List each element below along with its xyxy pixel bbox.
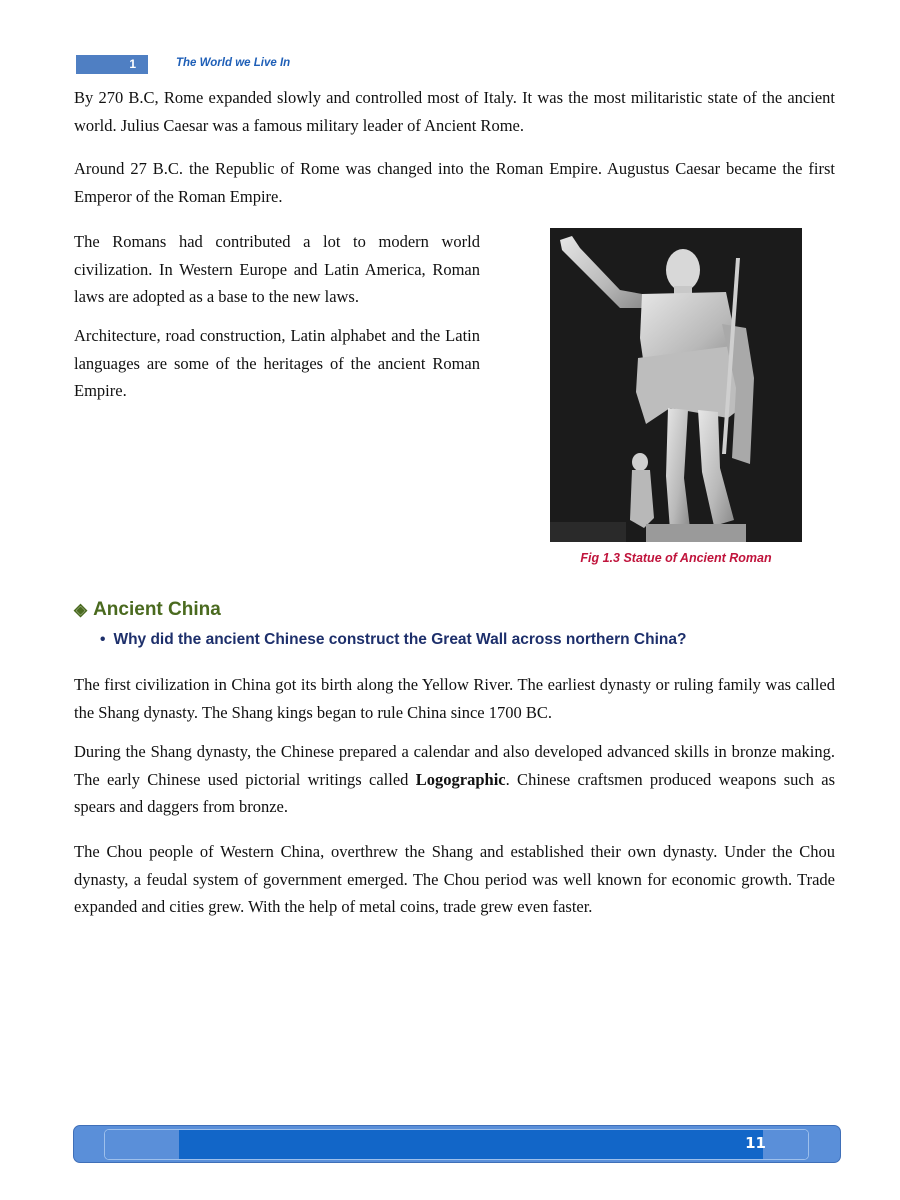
paragraph-chou-dynasty: The Chou people of Western China, overthrew the Shang and established their own dynasty. Under the Chou dynasty, a feudal system of government emerged. The Chou period was well known for economic growth. Trade expanded and cities grew. With the help of metal coins, trade grew even faster.	[74, 842, 835, 916]
chapter-title: The World we Live In	[176, 57, 291, 69]
guiding-question-text: Why did the ancient Chinese construct the Great Wall across northern China?	[113, 631, 687, 648]
paragraph-roman-contributions: The Romans had contributed a lot to modern world civilization. In Western Europe and Latin America, Roman laws are adopted as a base to the new laws.	[74, 232, 480, 306]
section-heading-ancient-china	[74, 598, 221, 622]
bullet-icon: •	[100, 631, 106, 648]
paragraph-roman-heritage: Architecture, road construction, Latin alphabet and the Latin languages are some of the heritages of the ancient Roman Empire.	[74, 326, 480, 400]
footer-left-cap	[105, 1130, 179, 1159]
chapter-number-box	[76, 55, 148, 74]
paragraph-rome-expansion: By 270 B.C, Rome expanded slowly and controlled most of Italy. It was the most militaristic state of the ancient world. Julius Caesar was a famous military leader of Ancient Rome.	[74, 88, 835, 135]
paragraph-text: . Chinese craftsmen produced weapons such as spears and daggers from bronze.	[74, 769, 836, 816]
paragraph-roman-empire: Around 27 B.C. the Republic of Rome was changed into the Roman Empire. Augustus Caesar became the first Emperor of the Roman Empire.	[74, 159, 835, 206]
footer-inner-band	[104, 1129, 809, 1160]
section-heading-text: Ancient China	[93, 599, 221, 620]
chapter-number: 1	[129, 57, 136, 71]
footer-right-cap	[763, 1130, 808, 1159]
guiding-question	[100, 629, 686, 651]
paragraph-shang-origins: The first civilization in China got its birth along the Yellow River. The earliest dynasty or ruling family was called the Shang dynasty. The Shang kings began to rule China since 1700 BC.	[74, 675, 835, 722]
figure-caption: Fig 1.3 Statue of Ancient Roman	[580, 551, 772, 565]
paragraph-shang-achievements	[74, 738, 835, 821]
page-number: 11	[745, 1134, 766, 1152]
paragraph-text: During the Shang dynasty, the Chinese prepared a calendar and also developed advanced skills in bronze making. The early Chinese used pictorial writings called	[74, 742, 835, 789]
term-logographic: Logographic	[415, 769, 506, 789]
roman-statue-image	[550, 228, 802, 542]
diamond-icon: ◈	[74, 600, 88, 619]
